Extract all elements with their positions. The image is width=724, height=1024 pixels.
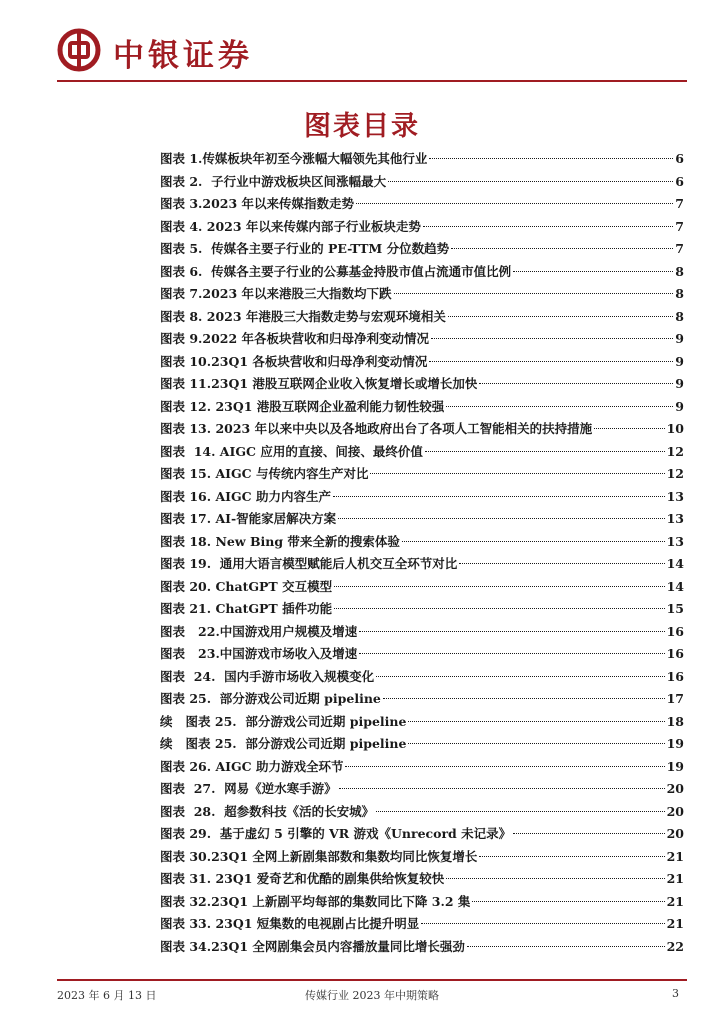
toc-entry-page: 10 [666, 421, 684, 436]
toc-entry[interactable] [160, 643, 684, 666]
toc-dot-leader [429, 361, 673, 362]
toc-entry[interactable] [160, 508, 684, 531]
toc-entry-page: 20 [666, 803, 684, 819]
toc-dot-leader [394, 293, 674, 294]
toc-dot-leader [425, 451, 665, 452]
toc-dot-leader [376, 676, 664, 677]
toc-entry-page: 16 [666, 646, 684, 661]
toc-entry-page: 7 [675, 196, 684, 211]
toc-entry-title: 图表 17. AI-智能家居解决方案 [160, 511, 337, 526]
toc-entry-page: 8 [675, 263, 684, 279]
toc-entry[interactable] [160, 621, 684, 644]
toc-dot-leader [402, 541, 665, 542]
toc-entry[interactable] [160, 733, 684, 756]
toc-entry-title: 图表 18. New Bing 带来全新的搜索体验 [160, 533, 400, 549]
toc-dot-leader [376, 811, 664, 812]
toc-entry[interactable] [160, 936, 684, 959]
toc-dot-leader [388, 181, 673, 182]
toc-entry-title: 续 图表 25. 部分游戏公司近期 pipeline [160, 713, 407, 729]
toc-dot-leader [421, 923, 664, 924]
toc-entry[interactable] [160, 801, 684, 824]
toc-entry-page: 15 [666, 601, 684, 616]
toc-dot-leader [446, 406, 673, 407]
toc-dot-leader [446, 878, 664, 879]
page-header [57, 28, 687, 76]
toc-entry-title: 图表 26. AIGC 助力游戏全环节 [160, 758, 344, 774]
toc-entry-page: 19 [666, 736, 684, 751]
toc-entry[interactable] [160, 666, 684, 689]
toc-dot-leader [356, 203, 673, 204]
toc-entry-title: 图表 14. AIGC 应用的直接、间接、最终价值 [160, 443, 423, 459]
toc-dot-leader [513, 271, 673, 272]
toc-dot-leader [479, 856, 664, 857]
toc-entry-page: 20 [666, 826, 684, 841]
toc-entry-page: 13 [666, 511, 684, 526]
toc-entry-title: 图表 21. ChatGPT 插件功能 [160, 601, 333, 616]
toc-dot-leader [339, 788, 665, 789]
toc-entry[interactable] [160, 598, 684, 621]
toc-entry[interactable] [160, 261, 684, 284]
toc-entry-page: 18 [666, 713, 684, 729]
toc-entry[interactable] [160, 306, 684, 329]
toc-entry-title: 图表 32.23Q1 上新剧平均每部的集数同比下降 3.2 集 [160, 893, 471, 909]
footer-date: 2023 年 6 月 13 日 [57, 989, 157, 1002]
toc-entry[interactable] [160, 283, 684, 306]
footer-page-number: 3 [672, 987, 679, 1000]
toc-dot-leader [513, 833, 664, 834]
toc-entry-title: 图表 28. 超参数科技《活的长安城》 [160, 803, 375, 819]
toc-entry-page: 12 [666, 443, 684, 459]
toc-dot-leader [408, 743, 664, 744]
toc-entry-page: 9 [675, 376, 684, 391]
toc-entry[interactable] [160, 171, 684, 194]
toc-entry-title: 图表 5. 传媒各主要子行业的 PE-TTM 分位数趋势 [160, 241, 450, 256]
toc-entry-title: 图表 11.23Q1 港股互联网企业收入恢复增长或增长加快 [160, 376, 478, 391]
toc-entry-page: 21 [666, 893, 684, 909]
toc-dot-leader [333, 496, 665, 497]
toc-entry-title: 图表 27. 网易《逆水寒手游》 [160, 781, 337, 796]
toc-dot-leader [370, 473, 664, 474]
toc-entry-page: 12 [666, 466, 684, 481]
toc-entry-title: 图表 34.23Q1 全网剧集会员内容播放量同比增长强劲 [160, 938, 465, 954]
toc-entry-page: 9 [675, 353, 684, 369]
toc-entry-title: 图表 3.2023 年以来传媒指数走势 [160, 196, 355, 211]
toc-entry[interactable] [160, 891, 684, 914]
toc-entry[interactable] [160, 688, 684, 711]
toc-dot-leader [429, 158, 673, 159]
toc-entry-title: 图表 23.中国游戏市场收入及增速 [160, 646, 358, 661]
toc-entry-title: 图表 20. ChatGPT 交互模型 [160, 578, 333, 594]
toc-dot-leader [334, 608, 665, 609]
footer-divider [57, 979, 687, 981]
toc-entry-title: 图表 9.2022 年各板块营收和归母净利变动情况 [160, 331, 430, 346]
toc-dot-leader [383, 698, 665, 699]
page-title: 图表目录 [304, 111, 420, 142]
toc-entry[interactable] [160, 216, 684, 239]
toc-entry-page: 8 [675, 286, 684, 301]
toc-entry[interactable] [160, 148, 684, 171]
toc-entry-page: 16 [666, 623, 684, 639]
toc-entry-page: 7 [675, 218, 684, 234]
toc-dot-leader [359, 631, 664, 632]
toc-entry-title: 图表 10.23Q1 各板块营收和归母净利变动情况 [160, 353, 428, 369]
toc-entry-title: 图表 1.传媒板块年初至今涨幅大幅领先其他行业 [160, 151, 428, 166]
toc-entry[interactable] [160, 441, 684, 464]
toc-dot-leader [359, 653, 664, 654]
toc-dot-leader [431, 338, 673, 339]
toc-entry[interactable] [160, 463, 684, 486]
toc-entry-page: 21 [666, 916, 684, 931]
toc-entry-page: 6 [675, 151, 684, 166]
toc-entry-title: 图表 7.2023 年以来港股三大指数均下跌 [160, 286, 392, 301]
table-of-figures [160, 148, 684, 958]
toc-entry[interactable] [160, 531, 684, 554]
toc-entry[interactable] [160, 778, 684, 801]
toc-entry[interactable] [160, 711, 684, 734]
toc-dot-leader [472, 901, 664, 902]
toc-entry-page: 13 [666, 488, 684, 504]
bank-of-china-logo-icon [57, 28, 101, 72]
toc-entry-page: 19 [666, 758, 684, 774]
toc-entry-title: 图表 4. 2023 年以来传媒内部子行业板块走势 [160, 218, 421, 234]
toc-entry-title: 图表 19. 通用大语言模型赋能后人机交互全环节对比 [160, 556, 458, 571]
toc-entry-title: 图表 25. 部分游戏公司近期 pipeline [160, 691, 381, 706]
toc-dot-leader [594, 428, 665, 429]
toc-entry-page: 21 [666, 848, 684, 864]
header-divider [57, 80, 687, 82]
toc-entry[interactable] [160, 373, 684, 396]
toc-entry[interactable] [160, 193, 684, 216]
toc-entry-title: 图表 30.23Q1 全网上新剧集部数和集数均同比恢复增长 [160, 848, 478, 864]
toc-dot-leader [467, 946, 665, 947]
toc-entry-page: 6 [675, 173, 684, 189]
toc-entry-page: 13 [666, 533, 684, 549]
toc-entry[interactable] [160, 238, 684, 261]
toc-entry-page: 9 [675, 331, 684, 346]
toc-dot-leader [345, 766, 664, 767]
toc-entry[interactable] [160, 913, 684, 936]
toc-entry[interactable] [160, 823, 684, 846]
toc-entry-page: 17 [666, 691, 684, 706]
toc-dot-leader [459, 563, 664, 564]
toc-dot-leader [479, 383, 673, 384]
brand-name: 中银证券 [113, 38, 253, 74]
toc-entry-page: 9 [675, 398, 684, 414]
toc-entry-page: 7 [675, 241, 684, 256]
toc-dot-leader [448, 316, 673, 317]
toc-dot-leader [423, 226, 673, 227]
toc-entry-title: 图表 24. 国内手游市场收入规模变化 [160, 668, 375, 684]
toc-entry[interactable] [160, 396, 684, 419]
toc-entry[interactable] [160, 328, 684, 351]
toc-entry-title: 图表 16. AIGC 助力内容生产 [160, 488, 331, 504]
toc-entry[interactable] [160, 486, 684, 509]
toc-entry-page: 14 [666, 578, 684, 594]
toc-entry-page: 8 [675, 308, 684, 324]
toc-entry-page: 16 [666, 668, 684, 684]
toc-entry[interactable] [160, 846, 684, 869]
toc-entry-title: 图表 33. 23Q1 短集数的电视剧占比提升明显 [160, 916, 420, 931]
toc-entry[interactable] [160, 868, 684, 891]
toc-entry-page: 22 [666, 938, 684, 954]
toc-entry[interactable] [160, 553, 684, 576]
toc-entry-title: 图表 31. 23Q1 爱奇艺和优酷的剧集供给恢复较快 [160, 871, 445, 886]
toc-entry-page: 21 [666, 871, 684, 886]
toc-dot-leader [338, 518, 664, 519]
toc-dot-leader [334, 586, 665, 587]
toc-entry-title: 图表 22.中国游戏用户规模及增速 [160, 623, 358, 639]
toc-entry-title: 图表 6. 传媒各主要子行业的公募基金持股市值占流通市值比例 [160, 263, 512, 279]
toc-entry-title: 图表 12. 23Q1 港股互联网企业盈利能力韧性较强 [160, 398, 445, 414]
toc-entry[interactable] [160, 576, 684, 599]
toc-entry[interactable] [160, 351, 684, 374]
toc-entry-title: 图表 29. 基于虚幻 5 引擎的 VR 游戏《Unrecord 未记录》 [160, 826, 512, 841]
toc-entry-page: 20 [666, 781, 684, 796]
toc-entry-page: 14 [666, 556, 684, 571]
toc-dot-leader [408, 721, 664, 722]
toc-entry-title: 图表 13. 2023 年以来中央以及各地政府出台了各项人工智能相关的扶持措施 [160, 421, 593, 436]
toc-entry[interactable] [160, 756, 684, 779]
toc-entry-title: 图表 15. AIGC 与传统内容生产对比 [160, 466, 369, 481]
toc-entry-title: 图表 2. 子行业中游戏板块区间涨幅最大 [160, 173, 387, 189]
footer-document-title: 传媒行业 2023 年中期策略 [305, 989, 439, 1002]
toc-entry-title: 图表 8. 2023 年港股三大指数走势与宏观环境相关 [160, 308, 446, 324]
toc-entry-title: 续 图表 25. 部分游戏公司近期 pipeline [160, 736, 407, 751]
page-footer [57, 987, 687, 1003]
toc-dot-leader [451, 248, 673, 249]
toc-entry[interactable] [160, 418, 684, 441]
